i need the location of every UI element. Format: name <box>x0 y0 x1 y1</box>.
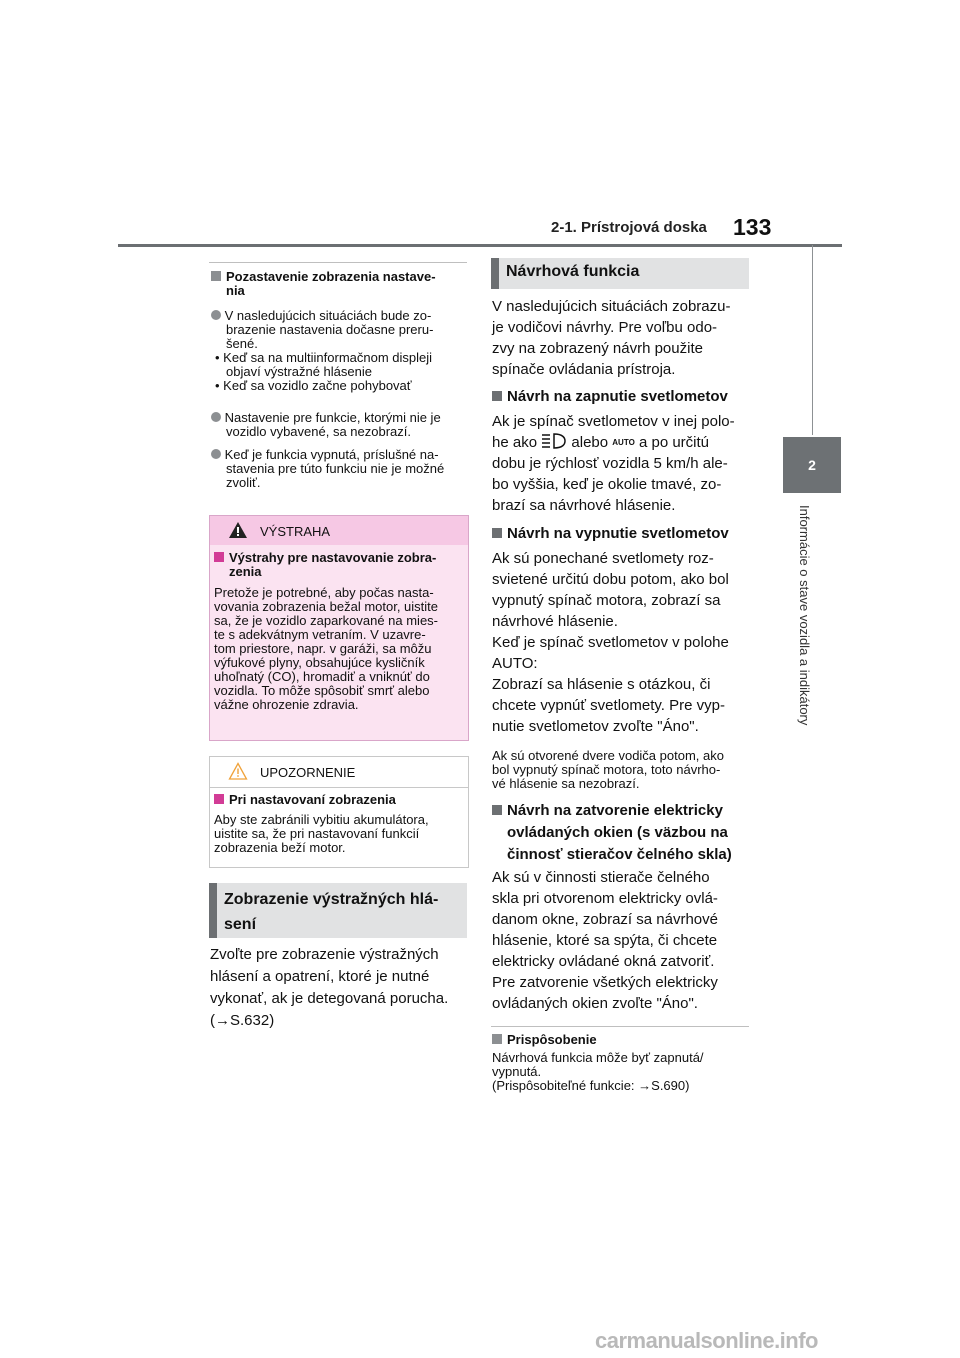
round-bullet-icon <box>211 449 221 459</box>
square-bullet-icon <box>211 271 221 281</box>
section-title: 2-1. Prístrojová doska <box>551 219 707 236</box>
square-bullet-icon <box>492 805 502 815</box>
bullet-3: Keď je funkcia vypnutá, príslušné na- stavenia pre túto funkciu nie je možné zvoliť. <box>211 448 469 490</box>
chapter-title: Informácie o stave vozidla a indikátory <box>797 505 812 726</box>
customization-link[interactable]: (Prispôsobiteľné funkcie: →S.690) <box>492 1078 690 1093</box>
chapter-tab[interactable] <box>783 437 841 493</box>
header-rule <box>118 244 842 247</box>
custom-rule <box>491 1026 749 1027</box>
section-warning-body: Zvoľte pre zobrazenie výstražných hlásení a opatrení, ktoré je nutné vykonať, ak je detegovaná porucha. (→S.632) <box>210 944 468 1032</box>
square-bullet-icon <box>492 391 502 401</box>
windows-close-body: Ak sú v činnosti stierače čelného skla pri otvorenom elektricky ovlá- danom okne, zobrazí sa návrhové hlásenie, ktoré sa spýta, či chcete elektricky ovládané okná zatvoriť. Pre zatvorenie všetkých elektricky ovládaných okien zvoľte "Áno". <box>492 869 718 1012</box>
heading-windows-close: Návrh na zatvorenie elektricky ovládaných okien (s väzbou na činnosť stieračov čelného skla) <box>492 800 754 866</box>
page-link[interactable]: (→S.632) <box>210 1012 275 1029</box>
headlights-off-body: Ak sú ponechané svetlomety roz- svietené určitú dobu potom, ako bol vypnutý spínač motora, zobrazí sa návrhové hlásenie. Keď je spínač svetlometov v polohe AUTO: Zobrazí sa hlásenie s otázkou, či chcete vypnúť svetlomety. Pre vyp- nutie svetlometov zvoľte "Áno". <box>492 550 729 735</box>
warning-text: Pretože je potrebné, aby počas nasta- vovania zobrazenia bežal motor, uistite sa, že je vozidlo zaparkované na mies- te s adekvátnym vetraním. V uzavre- tom priestore, napr. v garáži, sa môžu výfukové plyny, obsahujúce kysličník uhoľnatý (CO), hromadiť a vniknúť do vozidla. To môže spôsobiť smrť alebo vážne ohrozenie zdravia. <box>214 585 439 712</box>
warning-body: Výstrahy pre nastavovanie zobra- zenia Pretože je potrebné, aby počas nasta- vovania zobrazenia bežal motor, uistite sa, že je vozidlo zaparkované na mies- te s adekvátnym vetraním. V uzavre- tom priestore, napr. v garáži, sa môžu výfukové plyny, obsahujúce kysličník uhoľnatý (CO), hromadiť a vniknúť do vozidla. To môže spôsobiť smrť alebo vážne ohrozenie zdravia. <box>210 545 468 740</box>
bullet-1: V nasledujúcich situáciách bude zo- brazenie nastavenia dočasne preru- šené. • Keď sa na multiinformačnom displeji objaví výstražné hlásenie • Keď sa vozidlo začne pohybovať <box>211 309 469 393</box>
warning-triangle-icon <box>228 521 248 539</box>
square-bullet-icon <box>214 552 224 562</box>
top-rule <box>209 262 467 263</box>
headlight-low-beam-icon <box>541 432 567 450</box>
warning-label: VÝSTRAHA <box>260 524 331 539</box>
notice-header <box>210 757 468 788</box>
round-bullet-icon <box>211 412 221 422</box>
square-bullet-icon <box>492 1034 502 1044</box>
square-bullet-icon <box>214 794 224 804</box>
side-divider <box>812 245 813 435</box>
customization-section: Prispôsobenie Návrhová funkcia môže byť zapnutá/ vypnutá. (Prispôsobiteľné funkcie: →S.690) <box>492 1033 754 1093</box>
headlights-off-note: Ak sú otvorené dvere vodiča potom, ako bol vypnutý spínač motora, toto návrho- vé hlásenie sa nezobrazí. <box>492 748 724 791</box>
heading-headlights-on: Návrh na zapnutie svetlometov <box>492 386 754 407</box>
warning-header <box>210 516 468 545</box>
headlights-on-body: Ak je spínač svetlometov v inej polo- he ako alebo AUTO a po určitú dobu je rýchlosť vozidla 5 km/h ale- bo vyššia, keď je okolie tmavé, zo- brazí sa návrhové hlásenie. <box>492 413 735 514</box>
chapter-number: 2 <box>808 457 816 473</box>
notice-text: Aby ste zabránili vybitiu akumulátora, uistite sa, že pri nastavovaní funkcií zobrazenia beží motor. <box>214 812 429 855</box>
page-number: 133 <box>733 214 772 240</box>
subheading-pause: Pozastavenie zobrazenia nastave- nia <box>211 270 469 298</box>
round-bullet-icon <box>211 310 221 320</box>
section-header-warning-messages: Zobrazenie výstražných hlá- sení <box>209 883 467 938</box>
suggestion-intro: V nasledujúcich situáciách zobrazu- je vodičovi návrhy. Pre voľbu odo- zvy na zobrazený návrh použite spínače ovládania prístroja. <box>492 298 731 378</box>
notice-label: UPOZORNENIE <box>260 765 356 780</box>
notice-box: UPOZORNENIE Pri nastavovaní zobrazenia Aby ste zabránili vybitiu akumulátora, uistite sa, že pri nastavovaní funkcií zobrazenia beží motor. <box>209 756 469 868</box>
bullet-2: Nastavenie pre funkcie, ktorými nie je vozidlo vybavené, sa nezobrazí. <box>211 411 469 439</box>
watermark: carmanualsonline.info <box>595 1328 818 1353</box>
heading-headlights-off: Návrh na vypnutie svetlometov <box>492 523 754 544</box>
square-bullet-icon <box>492 528 502 538</box>
caution-triangle-icon <box>228 762 248 780</box>
section-header-suggestion: Návrhová funkcia <box>491 258 749 289</box>
auto-icon: AUTO <box>612 438 635 447</box>
warning-box <box>209 515 469 741</box>
